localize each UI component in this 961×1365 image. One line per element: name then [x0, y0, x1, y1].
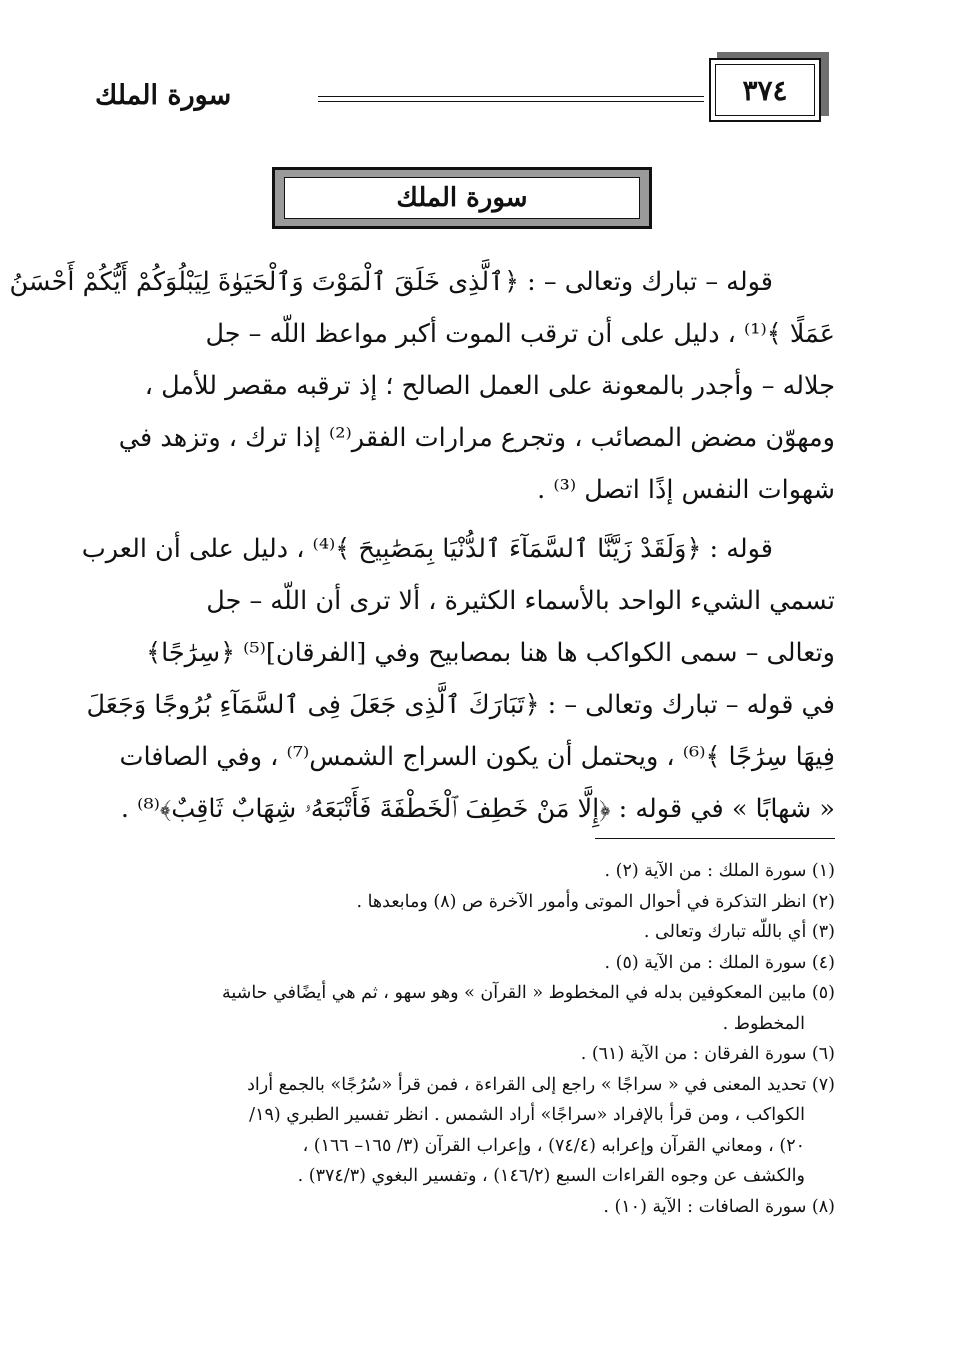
chapter-title-box [272, 167, 652, 229]
footnote-7-continued: ٢٠) ، ومعاني القرآن وإعرابه (٧٤/٤) ، وإعراب القرآن (٣/ ١٦٥– ١٦٦) ، [302, 1135, 805, 1156]
text-line: قوله – تبارك وتعالى – : ﴿ٱلَّذِى خَلَقَ ٱلْمَوْتَ وَٱلْحَيَوٰةَ لِيَبْلُوَكُمْ أَيُّكُمْ أَحْسَنُ [9, 267, 773, 297]
paragraph-1 [9, 256, 835, 516]
header-rule [318, 96, 704, 97]
footnotes [97, 856, 835, 1222]
paragraph-2 [81, 523, 835, 835]
text-line: عَمَلًا ﴾⁽¹⁾ ، دليل على أن ترقب الموت أكبر مواعظ اللّه – جل [205, 319, 835, 349]
footnote-8: (٨) سورة الصافات : الآية (١٠) . [603, 1196, 835, 1217]
footnote-6: (٦) سورة الفرقان : من الآية (٦١) . [580, 1044, 835, 1064]
text-line: ومهوّن مضض المصائب ، وتجرع مرارات الفقر⁽²⁾ إذا ترك ، وتزهد في [118, 423, 835, 453]
text-line: فِيهَا سِرَٰجًا ﴾⁽⁶⁾ ، ويحتمل أن يكون السراج الشمس⁽⁷⁾ ، وفي الصافات [119, 742, 835, 772]
running-title: سورة الملك [95, 80, 232, 111]
page-number: ٣٧٤ [715, 64, 815, 116]
text-line: « شهابًا » في قوله : ﴿إِلَّا مَنْ خَطِفَ ٱلْخَطْفَةَ فَأَتْبَعَهُۥ شِهَابٌ ثَاقِبٌ﴾⁽⁸⁾ . [120, 794, 835, 824]
footnote-5: (٥) مابين المعكوفين بدله في المخطوط « القرآن » وهو سهو ، ثم هي أيضًافي حاشية [222, 983, 835, 1003]
footnote-7: (٧) تحديد المعنى في « سراجًا » راجع إلى القراءة ، فمن قرأ «سُرُجًا» بالجمع أراد [247, 1074, 835, 1095]
text-line: وتعالى – سمى الكواكب ها هنا بمصابيح وفي [الفرقان]⁽⁵⁾ ﴿سِرَٰجًا﴾ [146, 638, 835, 668]
text-line: في قوله – تبارك وتعالى – : ﴿تَبَارَكَ ٱلَّذِى جَعَلَ فِى ٱلسَّمَآءِ بُرُوجًا وَجَعَلَ [86, 690, 835, 720]
footnote-5-continued: المخطوط . [722, 1013, 805, 1034]
footnote-1: (١) سورة الملك : من الآية (٢) . [604, 861, 835, 881]
page-number-box [709, 58, 821, 122]
text-line: تسمي الشيء الواحد بالأسماء الكثيرة ، ألا ترى أن اللّه – جل [206, 586, 835, 616]
footnote-7-continued: والكشف عن وجوه القراءات السبع (١٤٦/٢) ، وتفسير البغوي (٣٧٤/٣) . [297, 1166, 805, 1186]
footnote-separator [595, 838, 835, 839]
footnote-2: (٢) انظر التذكرة في أحوال الموتى وأمور الآخرة ص (٨) ومابعدها . [356, 891, 835, 912]
text-line: قوله : ﴿وَلَقَدْ زَيَّنَّا ٱلسَّمَآءَ ٱلدُّنْيَا بِمَصَٰبِيحَ ﴾⁽⁴⁾ ، دليل على أن العرب [81, 534, 773, 564]
footnote-4: (٤) سورة الملك : من الآية (٥) . [604, 952, 835, 973]
footnote-3: (٣) أي باللّه تبارك وتعالى . [643, 922, 835, 942]
text-line: شهوات النفس إذًا اتصل ⁽³⁾ . [537, 475, 835, 505]
chapter-title: سورة الملك [284, 177, 640, 219]
footnote-7-continued: الكواكب ، ومن قرأ بالإفراد «سراجًا» أراد الشمس . انظر تفسير الطبري (١٩/ [249, 1105, 805, 1125]
text-line: جلاله – وأجدر بالمعونة على العمل الصالح ؛ إذ ترقبه مقصر للأمل ، [144, 371, 835, 401]
header-rule [318, 101, 704, 102]
